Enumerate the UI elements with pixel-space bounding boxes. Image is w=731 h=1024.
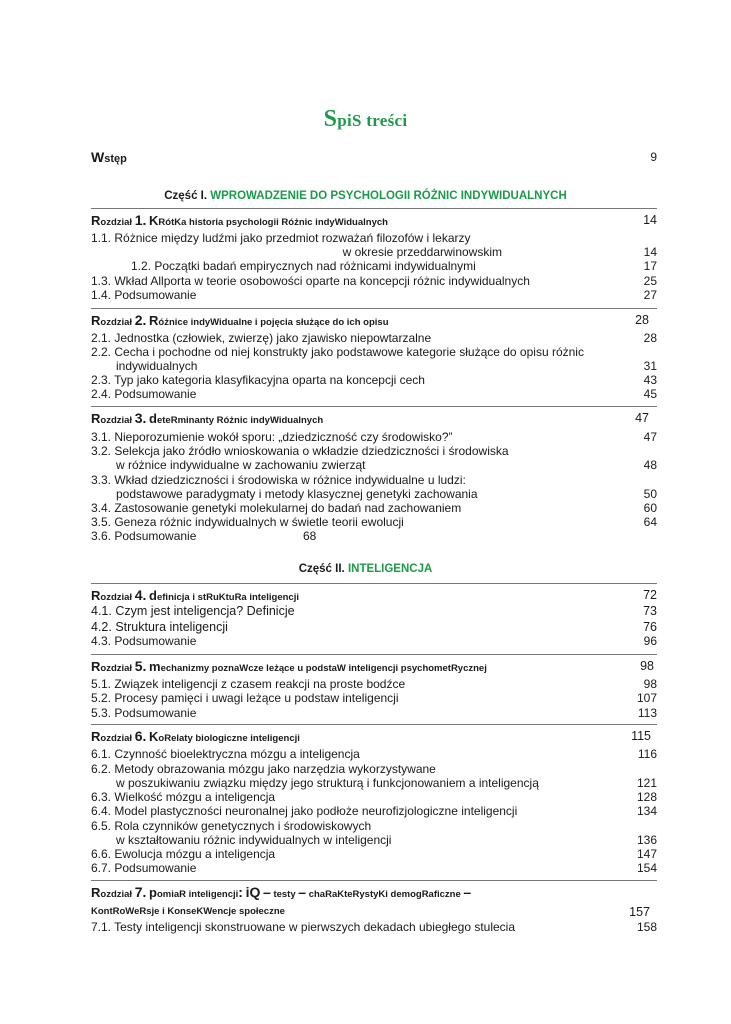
toc-entry[interactable]: 6.6. Ewolucja mózgu a inteligencja 147 [91,847,657,861]
part-2-heading: Część II. INTELIGENCJA [298,563,433,575]
page-number: 68 [303,529,317,543]
divider [91,880,657,881]
toc-entry[interactable]: 6.4. Model plastyczności neuronalnej jako podłoże neurofizjologiczne inteligencji 134 [91,804,657,818]
toc-entry[interactable]: 4.2. Struktura inteligencji 76 [91,620,657,634]
toc-entry[interactable]: 2.2. Cecha i pochodne od niej konstrukty jako podstawowe kategorie służące do opisu różnic [91,345,584,359]
chapter-5-heading[interactable]: Rozdział 5. mechanizmy poznaWcze leżące u podstaW inteligencji psychometRycznej 98 [91,658,654,674]
toc-entry[interactable]: 3.3. Wkład dziedziczności i środowiska w różnice indywidualne u ludzi: [91,473,466,487]
toc-entry[interactable]: 2.1. Jednostka (człowiek, zwierzę) jako zjawisko niepowtarzalne 28 [91,331,657,345]
toc-entry[interactable]: 6.2. Metody obrazowania mózgu jako narzędzia wykorzystywane [91,762,436,776]
part-1-heading: Część I. WPROWADZENIE DO PSYCHOLOGII RÓŻNIC INDYWIDUALNYCH [164,190,567,202]
toc-entry[interactable]: 1.2. Początki badań empirycznych nad różnicami indywidualnymi 17 [131,259,657,273]
toc-entry[interactable]: 6.3. Wielkość mózgu a inteligencja 128 [91,790,657,804]
toc-entry[interactable]: 3.1. Nieporozumienie wokół sporu: „dziedziczność czy środowisko?” 47 [91,430,657,444]
toc-entry[interactable]: 7.1. Testy inteligencji skonstruowane w pierwszych dekadach ubiegłego stulecia 158 [91,920,657,934]
chapter-7-heading-line2[interactable]: KontRoWeRsje i KonseKWencje społeczne 157 [91,905,650,919]
toc-entry[interactable]: 6.1. Czynność bioelektryczna mózgu a inteligencja 116 [91,747,657,761]
toc-entry[interactable]: 3.6. Podsumowanie 68 [91,529,317,543]
chapter-4-heading[interactable]: Rozdział 4. definicja i stRuKtuRa inteligencji 72 [91,587,657,603]
chapter-3-heading[interactable]: Rozdział 3. deteRminanty Różnic indyWidualnych 47 [91,410,649,426]
divider [91,724,657,725]
toc-entry[interactable]: 3.5. Geneza różnic indywidualnych w świetle teorii ewolucji 64 [91,515,657,529]
toc-entry[interactable]: w poszukiwaniu związku między jego strukturą i funkcjonowaniem a inteligencją 121 [116,776,657,790]
toc-entry-wstep[interactable]: Wstęp 9 [91,149,657,165]
toc-entry[interactable]: 3.4. Zastosowanie genetyki molekularnej do badań nad zachowaniem 60 [91,501,657,515]
toc-entry[interactable]: podstawowe paradygmaty i metody klasycznej genetyki zachowania 50 [116,487,657,501]
toc-entry[interactable]: w kształtowaniu różnic indywidualnych w inteligencji 136 [116,833,657,847]
toc-entry[interactable]: 3.2. Selekcja jako źródło wnioskowania o wkładzie dziedziczności i środowiska [91,444,509,458]
divider [91,583,657,584]
toc-entry[interactable]: w różnice indywidualne w zachowaniu zwierząt 48 [116,458,657,472]
divider [91,654,657,655]
divider [91,308,657,309]
toc-entry[interactable]: 5.1. Związek inteligencji z czasem reakcji na proste bodźce 98 [91,677,657,691]
chapter-7-heading[interactable]: Rozdział 7. pomiaR inteligencji: iQ – testy – chaRaKteRystyKi demogRaficzne – [91,884,472,900]
toc-entry[interactable]: 1.4. Podsumowanie 27 [91,288,657,302]
toc-entry[interactable]: 6.5. Rola czynników genetycznych i środowiskowych [91,819,372,833]
toc-entry[interactable]: 5.2. Procesy pamięci i uwagi leżące u podstaw inteligencji 107 [91,691,657,705]
toc-entry[interactable]: indywidualnych 31 [116,359,657,373]
chapter-1-heading[interactable]: Rozdział 1. KRótKa historia psychologii Różnic indyWidualnych 14 [91,212,657,228]
divider [91,406,657,407]
divider [91,208,657,209]
toc-entry[interactable]: 4.1. Czym jest inteligencja? Definicje 73 [91,604,657,618]
toc-entry[interactable]: 2.3. Typ jako kategoria klasyfikacyjna oparta na koncepcji cech 43 [91,373,657,387]
page-title: SpiS treści [323,106,408,132]
chapter-2-heading[interactable]: Rozdział 2. Różnice indyWidualne i pojęcia służące do ich opisu 28 [91,312,649,328]
chapter-6-heading[interactable]: Rozdział 6. KoRelaty biologiczne inteligencji 115 [91,728,651,744]
toc-entry[interactable]: 4.3. Podsumowanie 96 [91,634,657,648]
toc-entry[interactable]: 1.1. Różnice między ludźmi jako przedmiot rozważań filozofów i lekarzy [91,231,471,245]
toc-entry[interactable]: 6.7. Podsumowanie 154 [91,861,657,875]
toc-entry[interactable]: 2.4. Podsumowanie 45 [91,387,657,401]
toc-entry[interactable]: w okresie przeddarwinowskim 14 [342,245,657,259]
toc-entry[interactable]: 1.3. Wkład Allporta w teorie osobowości oparte na koncepcji różnic indywidualnych 25 [91,274,657,288]
toc-entry[interactable]: 5.3. Podsumowanie 113 [91,706,657,720]
